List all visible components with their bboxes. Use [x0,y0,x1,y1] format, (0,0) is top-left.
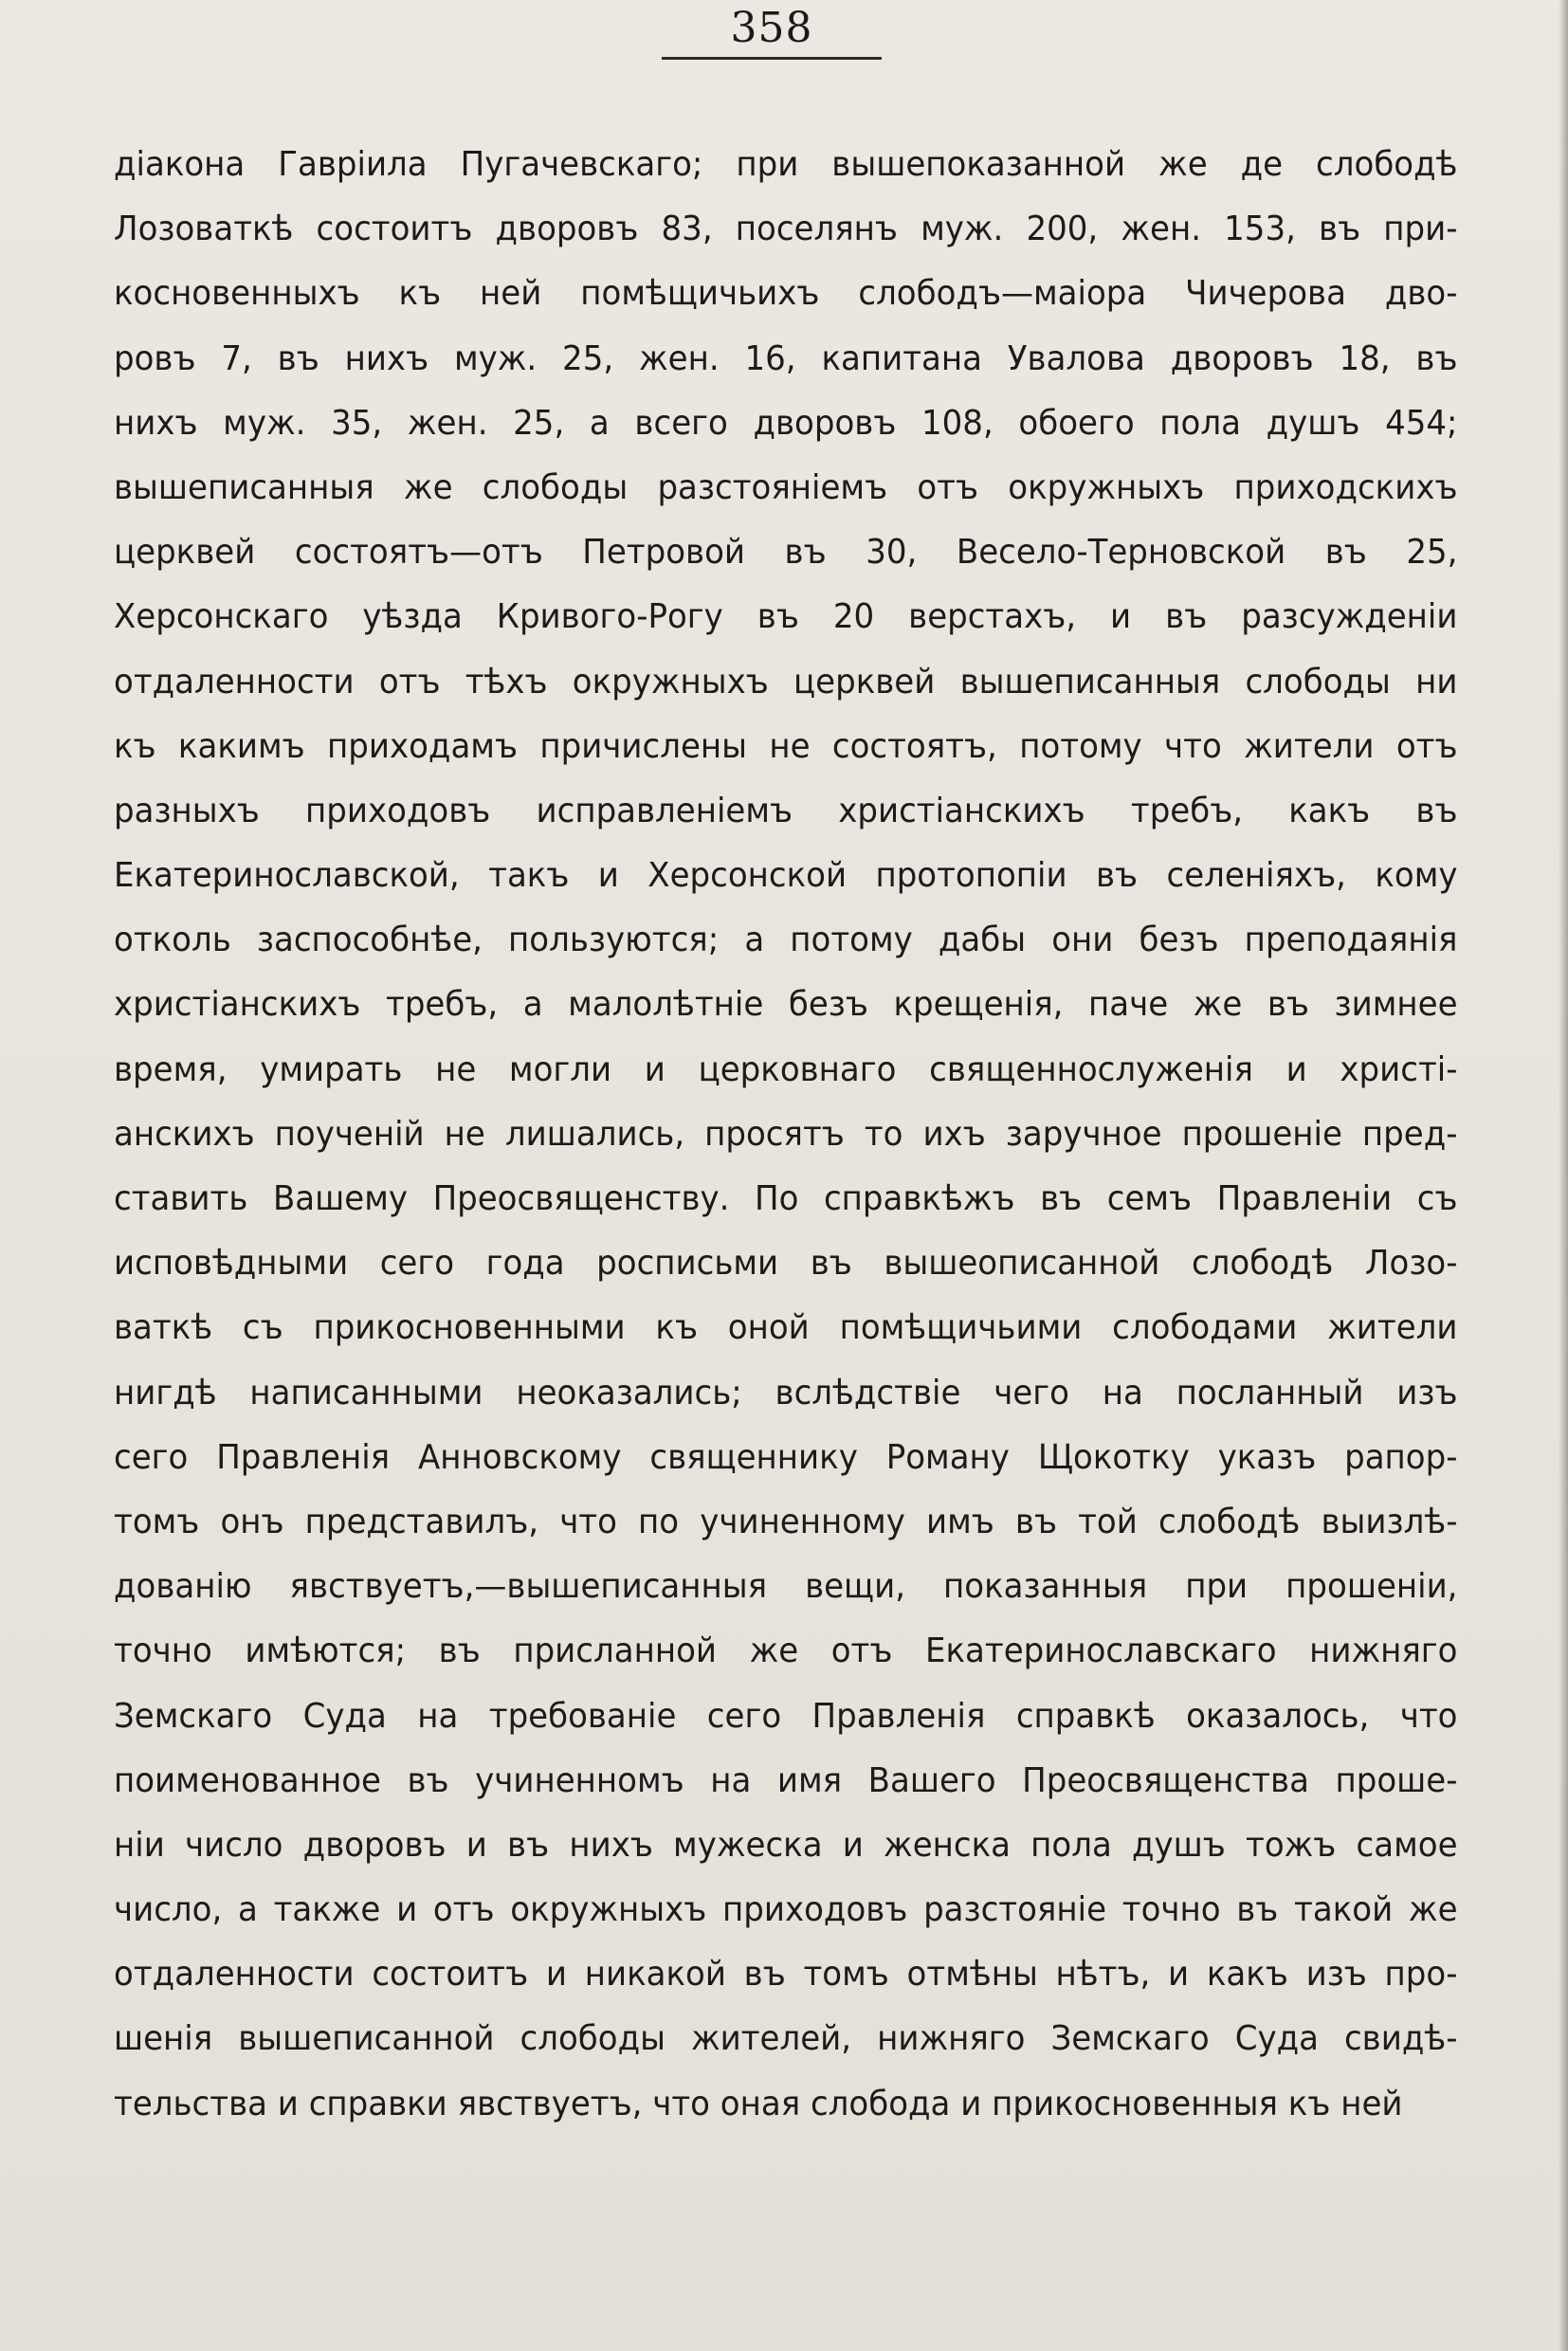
page-number: 358 [730,4,813,52]
text-line: косновенныхъ къ ней помѣщичьихъ слободъ—маіора Чичерова дво- [114,274,1458,314]
text-line: нигдѣ написанными неоказались; вслѣдствіе чего на посланный изъ [114,1373,1458,1412]
text-line: разныхъ приходовъ исправленіемъ христіанскихъ требъ, какъ въ [114,791,1458,830]
text-line: ніи число дворовъ и въ нихъ мужеска и женска пола душъ тожъ самое [114,1825,1458,1865]
text-line: дованію явствуетъ,—вышеписанныя вещи, показанныя при прошеніи, [114,1567,1458,1607]
text-line: томъ онъ представилъ, что по учиненному имъ въ той слободѣ выизлѣ- [114,1502,1458,1541]
header-rule [662,57,882,60]
text-line: къ какимъ приходамъ причислены не состоятъ, потому что жители отъ [114,726,1458,766]
text-line: вышеписанныя же слободы разстояніемъ отъ окружныхъ приходскихъ [114,467,1458,507]
text-line: точно имѣются; въ присланной же отъ Екатеринославскаго нижняго [114,1631,1458,1671]
body-text [114,133,1458,2137]
text-line: ровъ 7, въ нихъ муж. 25, жен. 16, капитана Увалова дворовъ 18, въ [114,338,1458,378]
text-line: поименованное въ учиненномъ на имя Вашего Преосвященства проше- [114,1760,1458,1800]
text-line: ставить Вашему Преосвященству. По справкѣжъ въ семъ Правленіи съ [114,1179,1458,1218]
text-line: сего Правленія Анновскому священнику Роману Щокотку указъ рапор- [114,1437,1458,1477]
text-line: ваткѣ съ прикосновенными къ оной помѣщичьими слободами жители [114,1308,1458,1348]
text-line: шенія вышеписанной слободы жителей, нижняго Земскаго Суда свидѣ- [114,2019,1458,2059]
text-line: нихъ муж. 35, жен. 25, а всего дворовъ 108, обоего пола душъ 454; [114,403,1458,443]
text-line: число, а также и отъ окружныхъ приходовъ разстояніе точно въ такой же [114,1890,1458,1930]
text-line: анскихъ поученій не лишались, просятъ то ихъ заручное прошеніе пред- [114,1114,1458,1154]
text-line: церквей состоятъ—отъ Петровой въ 30, Весело-Терновской въ 25, [114,533,1458,573]
text-line: христіанскихъ требъ, а малолѣтніе безъ крещенія, паче же въ зимнее [114,985,1458,1025]
text-line: отдаленности состоитъ и никакой въ томъ отмѣны нѣтъ, и какъ изъ про- [114,1955,1458,1995]
text-line: тельства и справки явствуетъ, что оная слобода и прикосновенныя къ ней [114,2084,1403,2123]
text-line: Земскаго Суда на требованіе сего Правленія справкѣ оказалось, что [114,1696,1458,1736]
text-line: исповѣдными сего года росписьми въ вышеописанной слободѣ Лозо- [114,1244,1458,1284]
text-line: Херсонскаго уѣзда Кривого-Рогу въ 20 верстахъ, и въ разсужденіи [114,597,1458,637]
text-line: отдаленности отъ тѣхъ окружныхъ церквей вышеписанныя слободы ни [114,662,1458,702]
text-line: отколь заспособнѣе, пользуются; а потому дабы они безъ преподаянія [114,920,1458,960]
text-line: Лозоваткѣ состоитъ дворовъ 83, поселянъ муж. 200, жен. 153, въ при- [114,210,1458,249]
text-line: Екатеринославской, такъ и Херсонской протопопіи въ селеніяхъ, кому [114,856,1458,896]
page-edge-shadow [1559,0,1568,2351]
text-line: діакона Гавріила Пугачевскаго; при вышепоказанной же де слободѣ [114,145,1458,184]
text-line: время, умирать не могли и церковнаго священнослуженія и христі- [114,1049,1458,1089]
